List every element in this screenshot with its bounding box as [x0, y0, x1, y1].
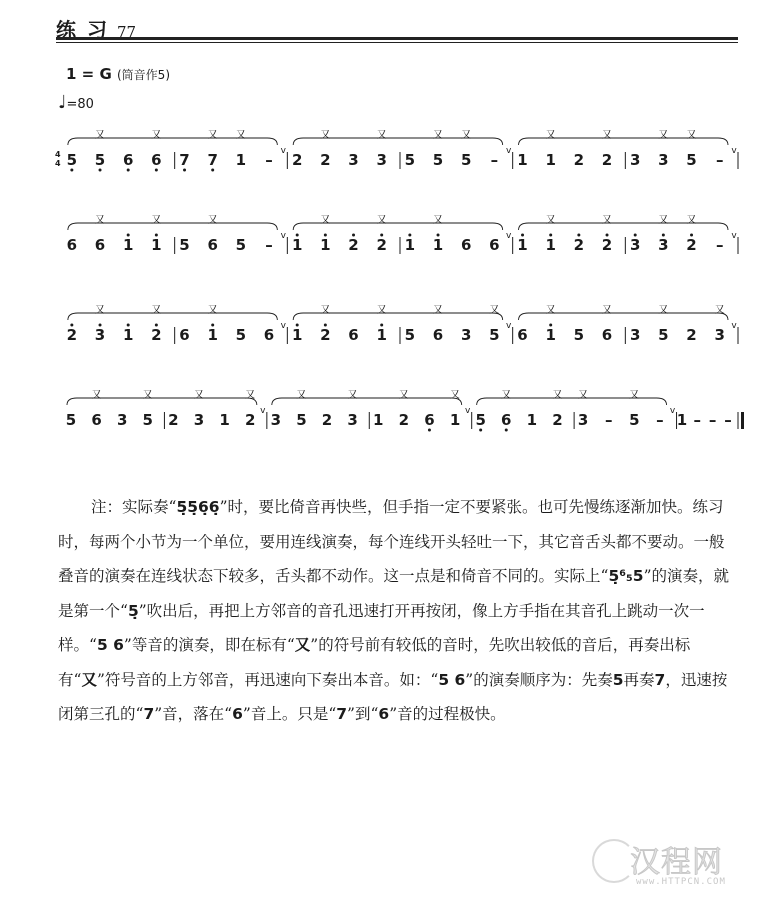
ornament-mark: 又	[578, 390, 589, 401]
note: 3	[376, 151, 387, 169]
note: 6	[122, 151, 134, 169]
note: 6	[424, 411, 435, 429]
tempo-text: =80	[66, 97, 94, 112]
ornament-mark: 又	[501, 390, 512, 401]
ornament-mark: 又	[376, 130, 387, 141]
note: 3	[577, 411, 589, 429]
octave-dot-above	[662, 234, 665, 237]
note: 1	[545, 326, 556, 344]
note: 1	[449, 411, 461, 429]
inline-notation: 7	[654, 670, 666, 689]
key-note: (筒音作5)	[117, 68, 170, 82]
breath-mark: v	[731, 321, 737, 331]
note: 3	[347, 411, 358, 429]
note: 6	[432, 326, 444, 344]
notes-text: ”音的过程极快。	[389, 705, 506, 723]
notes-text: ”的演奏顺序为：先奏	[465, 670, 613, 689]
ornament-mark: 又	[320, 305, 331, 316]
ornament-mark: 又	[95, 215, 106, 226]
note: 1	[291, 236, 303, 254]
notes-text: ”音上。只是“	[242, 705, 337, 723]
note: 2	[601, 236, 613, 254]
notes-text: ”符号音的上方邻音，再迅速向下奏出本音。如：“	[96, 670, 439, 689]
notes-text: ”吹出后，再把上方邻音的音孔迅速打开再按闭，像上方手指在其音孔上跳动一次一样。“	[58, 601, 705, 654]
octave-dot-below	[155, 169, 158, 172]
note: –	[265, 151, 273, 169]
octave-dot-below	[428, 429, 431, 432]
note: 2	[552, 411, 563, 429]
note: –	[604, 411, 613, 429]
notes-text: ”等音的演奏，即在标有“	[123, 636, 295, 654]
notes-text: ”的符号前有较低的音时，先吹出较低的音后，再奏出标有“	[58, 636, 691, 689]
note: 3	[270, 411, 282, 429]
note: 5	[235, 326, 247, 344]
note: 1	[235, 151, 247, 169]
inline-notation: 5̣⁶₅5	[608, 567, 644, 585]
ornament-mark: 又	[450, 390, 461, 401]
notes-text: ”音，落在“	[154, 705, 233, 723]
note: 5	[489, 326, 500, 344]
octave-dot-below	[505, 429, 508, 432]
octave-dot-above	[127, 234, 130, 237]
time-signature-top: 4	[55, 150, 61, 159]
note: 6	[601, 326, 613, 344]
note: 5	[179, 236, 190, 254]
octave-dot-above	[127, 324, 130, 327]
ornament-mark: 又	[658, 305, 669, 316]
header-title: 练 习	[56, 18, 109, 42]
note: 1	[517, 151, 528, 169]
inline-notation: 7	[143, 705, 155, 723]
note: 5	[65, 411, 77, 429]
note: 6	[489, 236, 500, 254]
note: 6	[517, 326, 528, 344]
note: 6	[348, 326, 359, 344]
note: 3	[629, 236, 641, 254]
octave-dot-above	[324, 234, 327, 237]
note: 1	[545, 151, 556, 169]
note: 3	[193, 411, 205, 429]
ornament-mark: 又	[142, 390, 153, 401]
note: 2	[348, 236, 359, 254]
breath-mark: v	[506, 231, 512, 241]
octave-dot-above	[606, 234, 609, 237]
note: 7	[179, 151, 190, 169]
note: 3	[116, 411, 128, 429]
note: 6	[151, 151, 162, 169]
ornament-mark: 又	[433, 305, 444, 316]
note: 1	[373, 411, 384, 429]
watermark-logo	[592, 835, 762, 895]
note: 3	[658, 151, 669, 169]
ornament-mark: 又	[95, 130, 106, 141]
final-barline	[741, 412, 744, 429]
note: 5	[573, 326, 585, 344]
octave-dot-above	[352, 234, 355, 237]
inline-notation: 6	[378, 705, 390, 723]
note: 1	[676, 411, 688, 429]
ornament-mark: 又	[433, 215, 444, 226]
note: 5	[66, 151, 78, 169]
breath-mark: v	[731, 146, 737, 156]
note: 5	[432, 151, 444, 169]
note: 1	[432, 236, 444, 254]
ornament-mark: 又	[658, 215, 669, 226]
octave-dot-below	[211, 169, 214, 172]
ornament-mark: 又	[91, 390, 102, 401]
ornament-mark: 又	[545, 215, 556, 226]
octave-dot-above	[155, 234, 158, 237]
octave-dot-above	[380, 324, 383, 327]
note: –	[715, 236, 724, 254]
note: 5	[658, 326, 669, 344]
note: 2	[66, 326, 78, 344]
breath-mark: v	[280, 231, 286, 241]
note: 1	[376, 326, 387, 344]
ornament-mark: 又	[347, 390, 358, 401]
octave-dot-above	[549, 234, 552, 237]
note: 5	[475, 411, 486, 429]
ornament-mark: 又	[207, 305, 218, 316]
ornament-mark: 又	[629, 390, 640, 401]
octave-dot-below	[183, 169, 186, 172]
ornament-mark: 又	[545, 305, 556, 316]
note: 2	[168, 411, 179, 429]
note: 1	[151, 236, 162, 254]
note: 7	[207, 151, 218, 169]
note: 2	[376, 236, 387, 254]
ornament-mark: 又	[207, 215, 218, 226]
note: 1	[517, 236, 528, 254]
octave-dot-above	[634, 234, 637, 237]
ornament-mark: 又	[602, 305, 613, 316]
inline-notation: 7	[336, 705, 348, 723]
notes-text: ”到“	[347, 705, 379, 723]
note: 1	[291, 326, 303, 344]
ornament-mark: 又	[193, 390, 204, 401]
note: 5	[686, 151, 697, 169]
breath-mark: v	[506, 146, 512, 156]
octave-dot-above	[437, 234, 440, 237]
note: 2	[686, 236, 697, 254]
note: 2	[686, 326, 697, 344]
note: 3	[714, 326, 725, 344]
octave-dot-above	[155, 324, 158, 327]
octave-dot-below	[70, 169, 73, 172]
inline-notation: 5	[612, 670, 624, 689]
breath-mark: v	[260, 406, 266, 416]
octave-dot-below	[479, 429, 482, 432]
breath-mark: v	[731, 231, 737, 241]
note: 5	[404, 326, 416, 344]
ornament-mark: 又	[686, 130, 697, 141]
note: 1	[526, 411, 538, 429]
inline-notation: 5̣5̣6̣6̣	[176, 498, 220, 516]
note: 6	[501, 411, 512, 429]
note: 6	[179, 326, 190, 344]
breath-mark: v	[669, 406, 676, 416]
note: 2	[244, 411, 256, 429]
note: 2	[321, 411, 333, 429]
ornament-mark: 又	[686, 215, 697, 226]
notes-text: ，迅速按闭第三孔的“	[58, 670, 728, 723]
key-label: 1 = G	[66, 65, 112, 83]
inline-notation: 又	[294, 636, 311, 654]
octave-dot-above	[211, 324, 214, 327]
octave-dot-above	[577, 234, 580, 237]
breath-mark: v	[506, 321, 512, 331]
watermark-text: 汉程网	[630, 845, 723, 880]
note: 5	[460, 151, 472, 169]
ornament-mark: 又	[602, 130, 613, 141]
ornament-mark: 又	[207, 130, 218, 141]
note: 1	[320, 236, 331, 254]
notes-paragraph	[58, 490, 738, 732]
note: 6	[207, 236, 218, 254]
note: 6	[66, 236, 78, 254]
note: 5	[296, 411, 307, 429]
ornament-mark: 又	[245, 390, 256, 401]
note: 5	[629, 411, 640, 429]
inline-notation: 5 6	[96, 636, 124, 654]
quarter-note-icon: ♩	[58, 92, 67, 113]
ornament-mark: 又	[151, 305, 162, 316]
note: 1	[545, 236, 556, 254]
breath-mark: v	[465, 406, 471, 416]
note: 2	[573, 151, 585, 169]
note: 5	[142, 411, 153, 429]
note: 3	[658, 236, 669, 254]
octave-dot-above	[521, 234, 524, 237]
note: 3	[629, 151, 641, 169]
octave-dot-above	[549, 324, 552, 327]
ornament-mark: 又	[602, 215, 613, 226]
note: 6	[460, 236, 472, 254]
octave-dot-above	[296, 234, 299, 237]
note: 2	[573, 236, 585, 254]
note: 1	[122, 236, 134, 254]
notes-text: ”的演奏，就是第一个“	[58, 567, 730, 620]
ornament-mark: 又	[545, 130, 556, 141]
note: 6	[94, 236, 106, 254]
note: 3	[348, 151, 359, 169]
ornament-mark: 又	[320, 130, 331, 141]
note: 5	[94, 151, 106, 169]
note: 6	[91, 411, 102, 429]
breath-mark: v	[280, 146, 286, 156]
note: 3	[460, 326, 472, 344]
note: –	[693, 411, 702, 429]
breath-mark: v	[280, 321, 286, 331]
ornament-mark: 又	[376, 305, 387, 316]
ornament-mark: 又	[552, 390, 563, 401]
note: 2	[320, 151, 331, 169]
inline-notation: 6	[232, 705, 243, 723]
note: –	[724, 411, 732, 429]
note: 1	[122, 326, 134, 344]
octave-dot-above	[408, 234, 411, 237]
ornament-mark: 又	[151, 215, 162, 226]
note: –	[708, 411, 717, 429]
note: 3	[94, 326, 106, 344]
note: 1	[207, 326, 218, 344]
notes-text: 注：实际奏“	[91, 498, 177, 516]
note: 2	[398, 411, 410, 429]
note: 2	[151, 326, 162, 344]
note: 2	[320, 326, 331, 344]
note: 3	[629, 326, 641, 344]
octave-dot-above	[296, 324, 299, 327]
ornament-mark: 又	[296, 390, 307, 401]
ornament-mark: 又	[714, 305, 725, 316]
ornament-mark: 又	[489, 305, 500, 316]
ornament-mark: 又	[398, 390, 409, 401]
note: 6	[263, 326, 275, 344]
watermark-url: www.HTTPCN.COM	[636, 877, 726, 887]
ornament-mark: 又	[658, 130, 669, 141]
notes-text: 再奏	[623, 670, 655, 689]
note: 1	[404, 236, 416, 254]
note: –	[265, 236, 273, 254]
inline-notation: 5 6	[438, 670, 466, 689]
inline-notation: 又	[81, 670, 97, 689]
octave-dot-above	[324, 324, 327, 327]
note: –	[490, 151, 499, 169]
octave-dot-above	[380, 234, 383, 237]
octave-dot-below	[127, 169, 130, 172]
ornament-mark: 又	[235, 130, 246, 141]
ornament-mark: 又	[95, 305, 106, 316]
ornament-mark: 又	[433, 130, 444, 141]
ornament-mark: 又	[151, 130, 162, 141]
inline-notation: 5̣	[127, 601, 139, 620]
octave-dot-above	[99, 324, 102, 327]
note: 5	[235, 236, 247, 254]
page-number: 77	[116, 23, 137, 41]
note: –	[656, 411, 664, 429]
note: 1	[219, 411, 230, 429]
ornament-mark: 又	[461, 130, 472, 141]
note: 2	[291, 151, 303, 169]
note: 2	[601, 151, 613, 169]
ornament-mark: 又	[376, 215, 387, 226]
note: 5	[404, 151, 416, 169]
octave-dot-above	[690, 234, 693, 237]
time-signature-bottom: 4	[55, 159, 61, 168]
ornament-mark: 又	[320, 215, 331, 226]
octave-dot-below	[99, 169, 102, 172]
octave-dot-above	[70, 324, 73, 327]
notes-text: ”时，要比倚音再快些，但手指一定不要紧张。也可先慢练逐渐加快。练习时，每两个小节为一个单位，要用连线演奏，每个连线开头轻吐一下，其它音舌头都不要动。一般叠音的演奏在连线状态下较多，舌头都不动作。这一点是和倚音不同的。实际上“	[58, 498, 725, 585]
note: –	[715, 151, 724, 169]
